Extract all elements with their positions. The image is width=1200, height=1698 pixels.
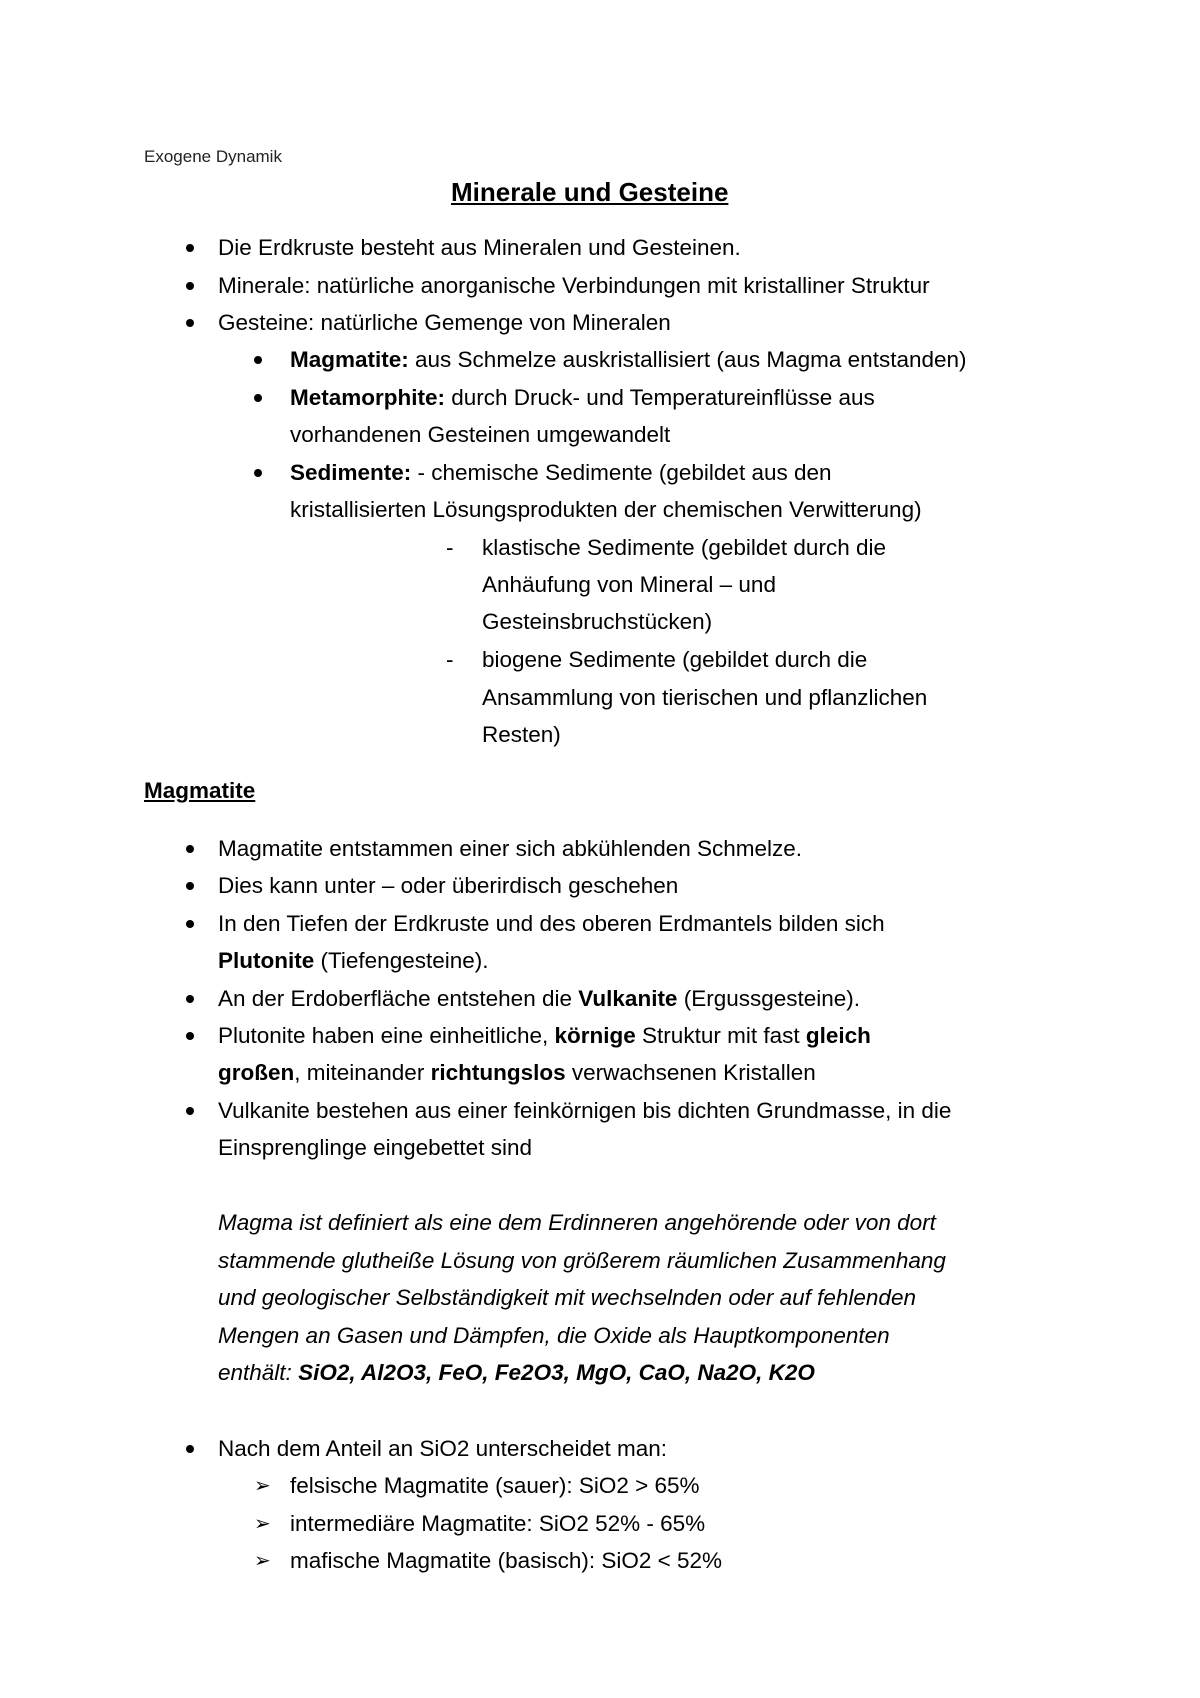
bullet-dot bbox=[254, 356, 262, 364]
sio2-item-2: intermediäre Magmatite: SiO2 52% - 65% bbox=[290, 1511, 706, 1536]
section-heading-magmatite: Magmatite bbox=[144, 778, 256, 803]
page-header: Exogene Dynamik bbox=[144, 147, 282, 166]
bullet-dot bbox=[186, 282, 194, 290]
bullet-dot bbox=[254, 469, 262, 477]
definition-line-3: und geologischer Selbständigkeit mit wechselnden oder auf fehlenden bbox=[218, 1285, 916, 1310]
magmatite-point-5 bbox=[218, 1022, 871, 1050]
magmatite-point-2: Dies kann unter – oder überirdisch geschehen bbox=[218, 873, 679, 898]
definition-line-5-a: enthält: bbox=[218, 1360, 299, 1385]
bullet-dot bbox=[186, 995, 194, 1003]
term-magmatite: Magmatite: bbox=[290, 347, 409, 372]
sio2-intro: Nach dem Anteil an SiO2 unterscheidet man: bbox=[218, 1436, 668, 1461]
type-magmatite bbox=[290, 346, 967, 374]
klastisch-line-1: klastische Sedimente (gebildet durch die bbox=[482, 535, 886, 560]
type-sedimente-text: - chemische Sedimente (gebildet aus den bbox=[411, 460, 832, 485]
bullet-dot bbox=[186, 244, 194, 252]
definition-line-5 bbox=[218, 1359, 815, 1387]
arrow-bullet-icon: ➢ bbox=[254, 1550, 271, 1572]
bullet-dot bbox=[186, 1032, 194, 1040]
term-metamorphite: Metamorphite: bbox=[290, 385, 446, 410]
arrow-bullet-icon: ➢ bbox=[254, 1513, 271, 1535]
term-gleich: gleich bbox=[805, 1023, 871, 1048]
term-vulkanite: Vulkanite bbox=[578, 986, 678, 1011]
term-grossen: großen bbox=[218, 1060, 295, 1085]
type-sedimente bbox=[290, 459, 832, 487]
type-metamorphite-text: durch Druck- und Temperatureinflüsse aus bbox=[445, 385, 875, 410]
intro-item-2: Minerale: natürliche anorganische Verbindungen mit kristalliner Struktur bbox=[218, 273, 930, 298]
biogen-line-1: biogene Sedimente (gebildet durch die bbox=[482, 647, 868, 672]
type-metamorphite bbox=[290, 384, 875, 412]
magmatite-point-5-cont bbox=[218, 1059, 816, 1087]
dash-marker: - bbox=[446, 535, 454, 560]
definition-line-2: stammende glutheiße Lösung von größerem räumlichen Zusammenhang bbox=[218, 1248, 946, 1273]
magmatite-point-3-rest: (Tiefengesteine). bbox=[314, 948, 489, 973]
dash-marker: - bbox=[446, 647, 454, 672]
bullet-dot bbox=[186, 1107, 194, 1115]
term-richtungslos: richtungslos bbox=[430, 1060, 566, 1085]
magmatite-point-5-a: Plutonite haben eine einheitliche, bbox=[218, 1023, 555, 1048]
magmatite-point-6: Vulkanite bestehen aus einer feinkörnigen bis dichten Grundmasse, in die bbox=[218, 1098, 952, 1123]
magmatite-point-4-a: An der Erdoberfläche entstehen die bbox=[218, 986, 579, 1011]
magmatite-point-5-b: Struktur mit fast bbox=[635, 1023, 806, 1048]
intro-item-3: Gesteine: natürliche Gemenge von Mineralen bbox=[218, 310, 671, 335]
oxide-list: SiO2, Al2O3, FeO, Fe2O3, MgO, CaO, Na2O, K2O bbox=[298, 1360, 815, 1385]
sio2-item-3: mafische Magmatite (basisch): SiO2 < 52% bbox=[290, 1548, 723, 1573]
definition-line-1: Magma ist definiert als eine dem Erdinneren angehörende oder von dort bbox=[218, 1210, 936, 1235]
bullet-dot bbox=[186, 882, 194, 890]
magmatite-point-5-c: , miteinander bbox=[294, 1060, 431, 1085]
page-title: Minerale und Gesteine bbox=[451, 177, 729, 207]
magmatite-point-1: Magmatite entstammen einer sich abkühlenden Schmelze. bbox=[218, 836, 803, 861]
magmatite-point-3: In den Tiefen der Erdkruste und des oberen Erdmantels bilden sich bbox=[218, 911, 885, 936]
biogen-line-3: Resten) bbox=[482, 722, 561, 747]
klastisch-line-2: Anhäufung von Mineral – und bbox=[482, 572, 776, 597]
magmatite-point-5-d: verwachsenen Kristallen bbox=[565, 1060, 816, 1085]
arrow-bullet-icon: ➢ bbox=[254, 1475, 271, 1497]
klastisch-line-3: Gesteinsbruchstücken) bbox=[482, 609, 713, 634]
intro-item-1: Die Erdkruste besteht aus Mineralen und Gesteinen. bbox=[218, 235, 741, 260]
magmatite-point-4-b: (Ergussgesteine). bbox=[677, 986, 861, 1011]
type-metamorphite-cont: vorhandenen Gesteinen umgewandelt bbox=[290, 422, 671, 447]
magmatite-point-4 bbox=[218, 985, 860, 1013]
bullet-dot bbox=[186, 1445, 194, 1453]
sio2-item-1: felsische Magmatite (sauer): SiO2 > 65% bbox=[290, 1473, 700, 1498]
definition-line-4: Mengen an Gasen und Dämpfen, die Oxide als Hauptkomponenten bbox=[218, 1323, 890, 1348]
bullet-dot bbox=[186, 845, 194, 853]
type-magmatite-text: aus Schmelze auskristallisiert (aus Magma entstanden) bbox=[408, 347, 967, 372]
bullet-dot bbox=[254, 394, 262, 402]
magmatite-point-3-cont bbox=[218, 947, 489, 975]
biogen-line-2: Ansammlung von tierischen und pflanzlichen bbox=[482, 685, 928, 710]
term-koernige: körnige bbox=[554, 1023, 636, 1048]
bullet-dot bbox=[186, 319, 194, 327]
term-plutonite: Plutonite bbox=[218, 948, 315, 973]
term-sedimente: Sedimente: bbox=[290, 460, 412, 485]
magmatite-point-6-cont: Einsprenglinge eingebettet sind bbox=[218, 1135, 532, 1160]
type-sedimente-cont: kristallisierten Lösungsprodukten der chemischen Verwitterung) bbox=[290, 497, 922, 522]
bullet-dot bbox=[186, 920, 194, 928]
